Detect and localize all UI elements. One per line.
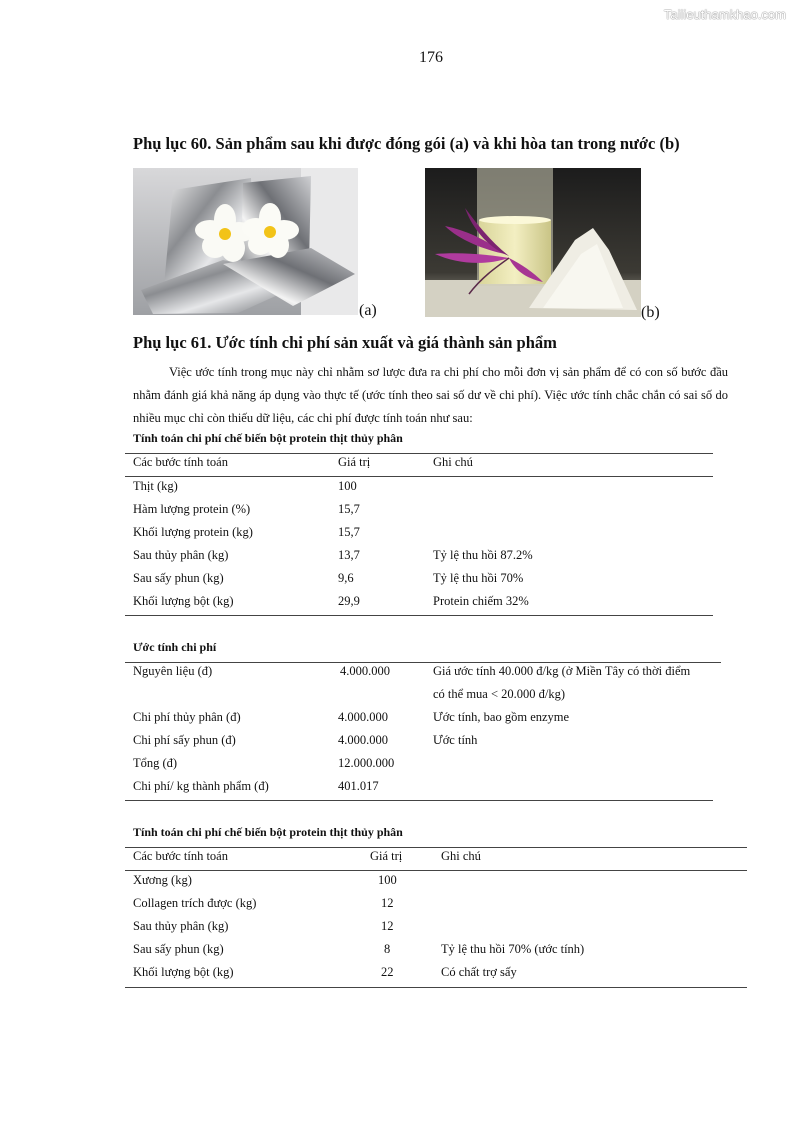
table-row	[0, 915, 794, 938]
cell-value: 100	[338, 479, 357, 493]
cell-note: Giá ước tính 40.000 đ/kg (ở Miền Tây có thời điểm	[433, 664, 691, 678]
cell-note: Có chất trợ sấy	[441, 965, 517, 979]
cell-step: Khối lượng protein (kg)	[133, 525, 253, 539]
cell-note: Protein chiếm 32%	[433, 594, 529, 608]
appendix-60-title: Phụ lục 60. Sản phẩm sau khi được đóng gói (a) và khi hòa tan trong nước (b)	[133, 134, 680, 153]
watermark: Tailieuthamkhao.com	[663, 7, 786, 22]
table1-title: Tính toán chi phí chế biến bột protein thịt thủy phân	[133, 431, 403, 445]
table3-header-value: Giá trị	[370, 849, 403, 863]
table3-header-step: Các bước tính toán	[133, 849, 228, 863]
table-row	[0, 683, 794, 706]
cell-value: 15,7	[338, 525, 360, 539]
caption-b: (b)	[641, 304, 660, 321]
table2-bottom-rule	[125, 800, 713, 801]
cell-note: Ước tính	[433, 733, 478, 747]
cell-item: Tổng (đ)	[133, 756, 178, 770]
table-row	[0, 706, 794, 729]
cell-value: 12.000.000	[338, 756, 395, 770]
cell-value: 12	[381, 919, 394, 933]
cell-step: Thịt (kg)	[133, 479, 178, 493]
caption-a: (a)	[359, 302, 377, 319]
table2-title: Ước tính chi phí	[133, 640, 217, 654]
cell-step: Hàm lượng protein (%)	[133, 502, 251, 516]
photo-packaged-product	[133, 168, 358, 315]
cell-step: Sau sấy phun (kg)	[133, 571, 224, 585]
cell-item: Chi phí/ kg thành phẩm (đ)	[133, 779, 269, 793]
cell-step: Khối lượng bột (kg)	[133, 965, 234, 979]
cell-value: 4.000.000	[338, 710, 388, 724]
table1-header-note: Ghi chú	[433, 455, 473, 469]
cell-value: 4.000.000	[338, 733, 388, 747]
cell-item: Nguyên liệu (đ)	[133, 664, 213, 678]
table-row	[0, 961, 794, 984]
cell-note: Tỷ lệ thu hồi 70%	[433, 571, 524, 585]
cell-step: Collagen trích được (kg)	[133, 896, 257, 910]
table-row	[0, 752, 794, 775]
table-row	[0, 475, 794, 498]
cell-value: 8	[384, 942, 391, 956]
cell-value: 4.000.000	[340, 664, 390, 678]
table-row	[0, 544, 794, 567]
cell-note: Tỷ lệ thu hồi 70% (ước tính)	[441, 942, 585, 956]
cell-value: 13,7	[338, 548, 360, 562]
cell-note: có thể mua < 20.000 đ/kg)	[433, 687, 566, 701]
table-row	[0, 521, 794, 544]
table1-header-value: Giá trị	[338, 455, 371, 469]
cell-value: 9,6	[338, 571, 354, 585]
cell-step: Sau thủy phân (kg)	[133, 548, 229, 562]
cell-value: 29,9	[338, 594, 360, 608]
table-row	[0, 567, 794, 590]
table1-bottom-rule	[125, 615, 713, 616]
appendix-61-title: Phụ lục 61. Ước tính chi phí sản xuất và giá thành sản phẩm	[133, 333, 557, 352]
cell-value: 15,7	[338, 502, 360, 516]
table1-header-step: Các bước tính toán	[133, 455, 228, 469]
table-row	[0, 892, 794, 915]
cell-value: 100	[378, 873, 397, 887]
table3-header-note: Ghi chú	[441, 849, 481, 863]
table-row	[0, 729, 794, 752]
table-row	[0, 498, 794, 521]
photo-dissolved-product	[425, 168, 641, 317]
page-number: 176	[419, 49, 443, 66]
cell-step: Sau thủy phân (kg)	[133, 919, 229, 933]
table-row	[0, 938, 794, 961]
intro-paragraph: Việc ước tính trong mục này chỉ nhằm sơ lược đưa ra chi phí cho mỗi đơn vị sản phẩm để có con số bước đầu nhằm đánh giá khả năng áp dụng vào thực tế (ước tính theo sai số dư về chi phí). Việc ước tính chắc chắn có sai số do nhiều mục chỉ còn thiếu dữ liệu, các chi phí được tính toán như sau:	[133, 365, 728, 425]
table-row	[0, 660, 794, 683]
cell-item: Chi phí sấy phun (đ)	[133, 733, 236, 747]
cell-note: Ước tính, bao gồm enzyme	[433, 710, 570, 724]
cell-value: 401.017	[338, 779, 379, 793]
table-row	[0, 590, 794, 613]
table3-title: Tính toán chi phí chế biến bột protein thịt thủy phân	[133, 825, 403, 839]
cell-step: Xương (kg)	[133, 873, 192, 887]
table3-header-row	[0, 845, 794, 868]
table-row	[0, 869, 794, 892]
cell-item: Chi phí thủy phân (đ)	[133, 710, 241, 724]
table-row	[0, 775, 794, 798]
table1-header-row	[0, 451, 794, 474]
cell-step: Sau sấy phun (kg)	[133, 942, 224, 956]
table3-bottom-rule	[125, 987, 747, 988]
cell-value: 12	[381, 896, 394, 910]
cell-note: Tỷ lệ thu hồi 87.2%	[433, 548, 533, 562]
cell-value: 22	[381, 965, 394, 979]
cell-step: Khối lượng bột (kg)	[133, 594, 234, 608]
